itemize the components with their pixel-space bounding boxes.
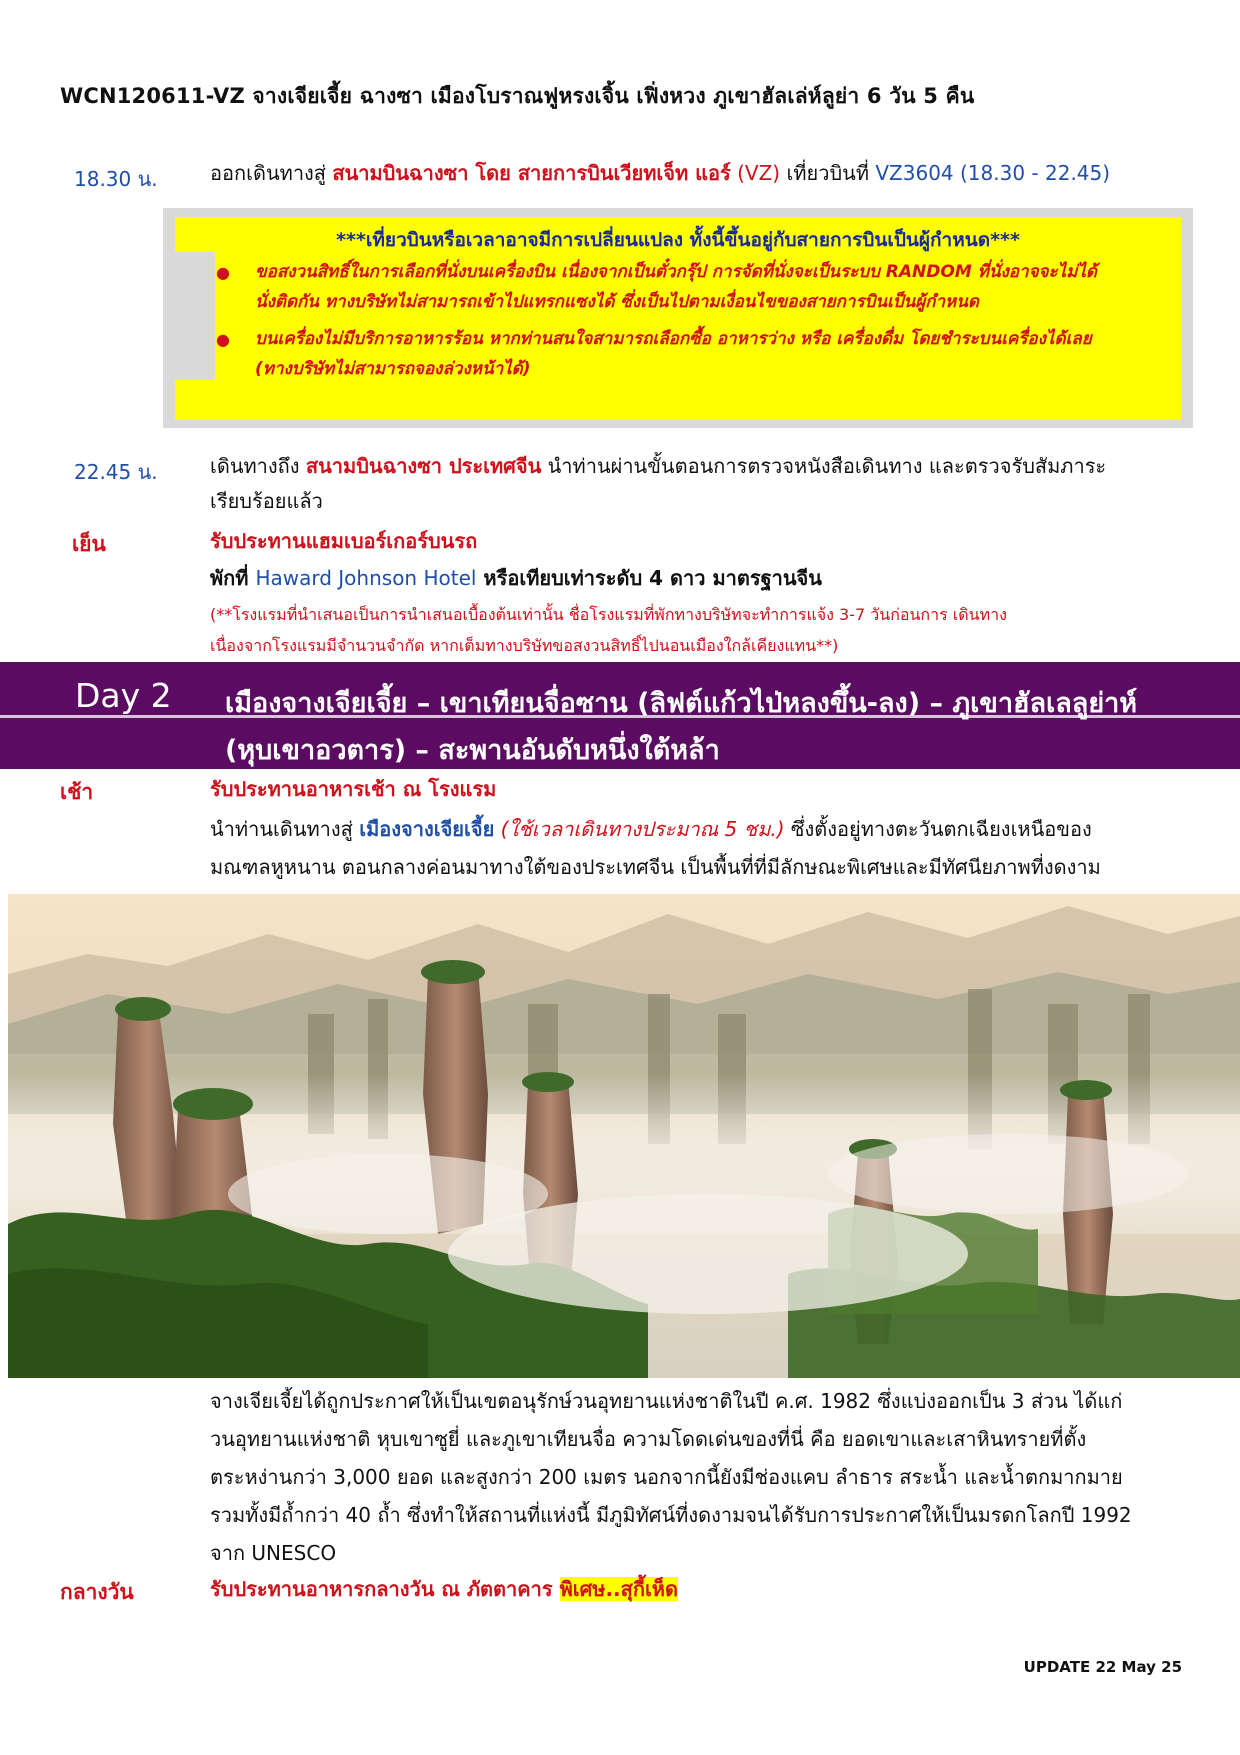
departure-airport: สนามบินฉางซา โดย สายการบินเวียทเจ็ท แอร์ [332,161,731,185]
zhangjiajie-landscape-photo [8,894,1240,1378]
departure-line: ออกเดินทางสู่ สนามบินฉางซา โดย สายการบินเวียทเจ็ท แอร์ (VZ) เที่ยวบินที่ VZ3604 (18.30 - 22.45) [210,161,1111,185]
meal-label-lunch: กลางวัน [60,1580,134,1604]
hotel-name: Haward Johnson Hotel [255,566,477,590]
note-bullet-1-line1: ขอสงวนสิทธิ์ในการเลือกที่นั่งบนเครื่องบิน เนื่องจากเป็นตั๋วกรุ๊ป การจัดที่นั่งจะเป็นระบบ RANDOM ที่นั่งอาจจะไม่ได้ [255,262,1097,282]
bullet-icon: ● [216,330,230,349]
update-date: UPDATE 22 May 25 [1023,1658,1182,1676]
day2-intro-line2: มณฑลหูหนาน ตอนกลางค่อนมาทางใต้ของประเทศจีน เป็นพื้นที่ที่มีลักษณะพิเศษและมีทัศนียภาพที่งดงาม [210,855,1101,879]
day2-title-line1: เมืองจางเจียเจี้ย – เขาเทียนจื่อซาน (ลิฟต์แก้วไป่หลงขึ้น-ลง) – ภูเขาฮัลเลลูย่าห์ [225,688,1138,719]
day2-intro-line1: นำท่านเดินทางสู่ เมืองจางเจียเจี้ย (ใช้เวลาเดินทางประมาณ 5 ชม.) ซึ่งตั้งอยู่ทางตะวันตกเฉียงเหนือของ [210,817,1092,841]
description-line-4: รวมทั้งมีถ้ำกว่า 40 ถ้ำ ซึ่งทำให้สถานที่แห่งนี้ มีภูมิทัศน์ที่งดงามจนได้รับการประกาศให้เป็นมรดกโลกปี 1992 [210,1503,1132,1527]
bullet-icon: ● [216,263,230,282]
note-bullet-2-line1: บนเครื่องไม่มีบริการอาหารร้อน หากท่านสนใจสามารถเลือกซื้อ อาหารว่าง หรือ เครื่องดื่ม โดยชำระบนเครื่องได้เลย [255,329,1092,349]
flight-note-title: ***เที่ยวบินหรือเวลาอาจมีการเปลี่ยนแปลง ทั้งนี้ขึ้นอยู่กับสายการบินเป็นผู้กำหนด*** [336,229,1020,251]
arrival-line-2: เรียบร้อยแล้ว [210,489,323,513]
hotel-line: พักที่ Haward Johnson Hotel หรือเทียบเท่าระดับ 4 ดาว มาตรฐานจีน [210,566,822,590]
note-bullet-1-line2: นั่งติดกัน ทางบริษัทไม่สามารถเข้าไปแทรกแซงได้ ซึ่งเป็นไปตามเงื่อนไขของสายการบินเป็นผู้กำหนด [255,292,979,312]
note-bullet-2-line2: (ทางบริษัทไม่สามารถจองล่วงหน้าได้) [255,359,531,379]
day2-title-line2: (หุบเขาอวตาร) – สะพานอันดับหนึ่งใต้หล้า [225,735,720,766]
lunch-line: รับประทานอาหารกลางวัน ณ ภัตตาคาร พิเศษ..สุกี้เห็ด [210,1577,678,1601]
lunch-special: พิเศษ..สุกี้เห็ด [559,1577,678,1601]
arrival-place: สนามบินฉางซา ประเทศจีน [305,454,542,478]
arrival-line-1: เดินทางถึง สนามบินฉางซา ประเทศจีน นำท่านผ่านขั้นตอนการตรวจหนังสือเดินทาง และตรวจรับสัมภาระ [210,454,1107,478]
description-line-1: จางเจียเจี้ยได้ถูกประกาศให้เป็นเขตอนุรักษ์วนอุทยานแห่งชาติในปี ค.ศ. 1982 ซึ่งแบ่งออกเป็น 3 ส่วน ได้แก่ [210,1389,1123,1413]
description-line-3: ตระหง่านกว่า 3,000 ยอด และสูงกว่า 200 เมตร นอกจากนี้ยังมีช่องแคบ ลำธาร สระน้ำ และน้ำตกมากมาย [210,1465,1123,1489]
description-line-2: วนอุทยานแห่งชาติ หุบเขาซูยี่ และภูเขาเทียนจื่อ ความโดดเด่นของที่นี่ คือ ยอดเขาและเสาหินทรายที่ตั้ง [210,1427,1087,1451]
city-name: เมืองจางเจียเจี้ย [359,817,495,841]
meal-label-dinner: เย็น [72,532,106,556]
description-line-5: จาก UNESCO [210,1541,337,1565]
document-title: WCN120611-VZ จางเจียเจี้ย ฉางซา เมืองโบราณฟูหรงเจิ้น เฟิ่งหวง ภูเขาฮัลเล่ห์ลูย่า 6 วัน 5 คืน [60,84,975,108]
meal-label-breakfast: เช้า [60,780,94,804]
day2-label: Day 2 [75,676,172,715]
departure-time: 18.30 น. [74,167,158,191]
hotel-note-line1: (**โรงแรมที่นำเสนอเป็นการนำเสนอเบื้องต้นเท่านั้น ชื่อโรงแรมที่พักทางบริษัทจะทำการแจ้ง 3-7 วันก่อนการ เดินทาง [210,605,1007,624]
hotel-note-line2: เนื่องจากโรงแรมมีจำนวนจำกัด หากเต็มทางบริษัทขอสงวนสิทธิ์ไปนอนเมืองใกล้เคียงแทน**) [210,636,839,655]
dinner-meal: รับประทานแฮมเบอร์เกอร์บนรถ [210,529,478,553]
flight-number: VZ3604 (18.30 - 22.45) [875,161,1111,185]
breakfast-meal: รับประทานอาหารเช้า ณ โรงแรม [210,777,497,801]
flight-note-notch [163,252,215,380]
arrival-time: 22.45 น. [74,460,158,484]
